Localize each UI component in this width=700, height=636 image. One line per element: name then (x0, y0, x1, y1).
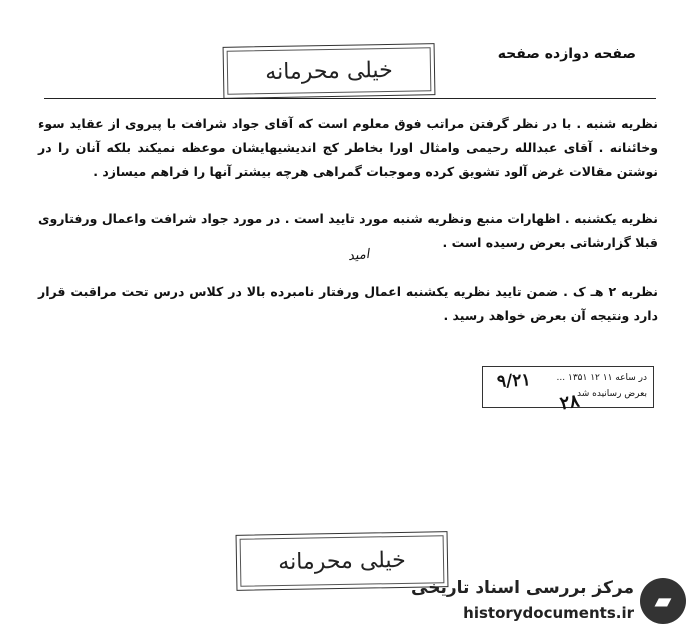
receipt-handwritten-date: ۹/۲۱ (496, 370, 532, 392)
paragraph-department-opinion: نظریه ۲ هـ ک . ضمن تایید نظریه یکشنبه اعمال ورفتار نامبرده بالا در کلاس درس تحت مراقبت قرار دارد ونتیجه آن بعرض خواهد رسید . (38, 284, 658, 323)
receipt-line-2: بعرض رسانیده شد (577, 389, 647, 399)
header-divider (44, 98, 656, 99)
handwritten-note: امید (347, 246, 371, 265)
classification-stamp-top-text: خیلی محرمانه (265, 57, 393, 85)
classification-stamp-bottom-text: خیلی محرمانه (278, 547, 406, 575)
watermark-url: historydocuments.ir (463, 604, 634, 622)
paragraph-saturday-opinion: نظریه شنبه . با در نظر گرفتن مراتب فوق معلوم است که آقای جواد شرافت با پیروی از عقاید سوء وخائنانه . آقای عبدالله رحیمی وامثال اورا بخاطر کج اندیشیهایشان موعظه نمیکند بلکه آنان را در نوشتن مقالات غرض آلود تشویق کرده وموجبات گمراهی هرچه بیشتر آنها را فراهم میسازد . (38, 116, 658, 179)
receipt-signature: ۲۸ (558, 390, 582, 415)
watermark-title: مرکز بررسی اسناد تاریخی (411, 578, 634, 598)
classification-stamp-top (223, 43, 436, 99)
watermark (411, 574, 688, 630)
document-logo-icon: ▰ (640, 578, 686, 624)
receipt-line-1: در ساعه ۱۱ ۱۲ ۱۳۵۱ ... (556, 373, 647, 383)
paragraph-sunday-opinion: نظریه یکشنبه . اظهارات منبع ونظریه شنبه مورد تایید است . در مورد جواد شرافت واعمال ورفتاروی قبلا گزارشاتی بعرض رسیده است . (38, 211, 658, 250)
page-count: صفحه دوازده صفحه (497, 46, 636, 62)
